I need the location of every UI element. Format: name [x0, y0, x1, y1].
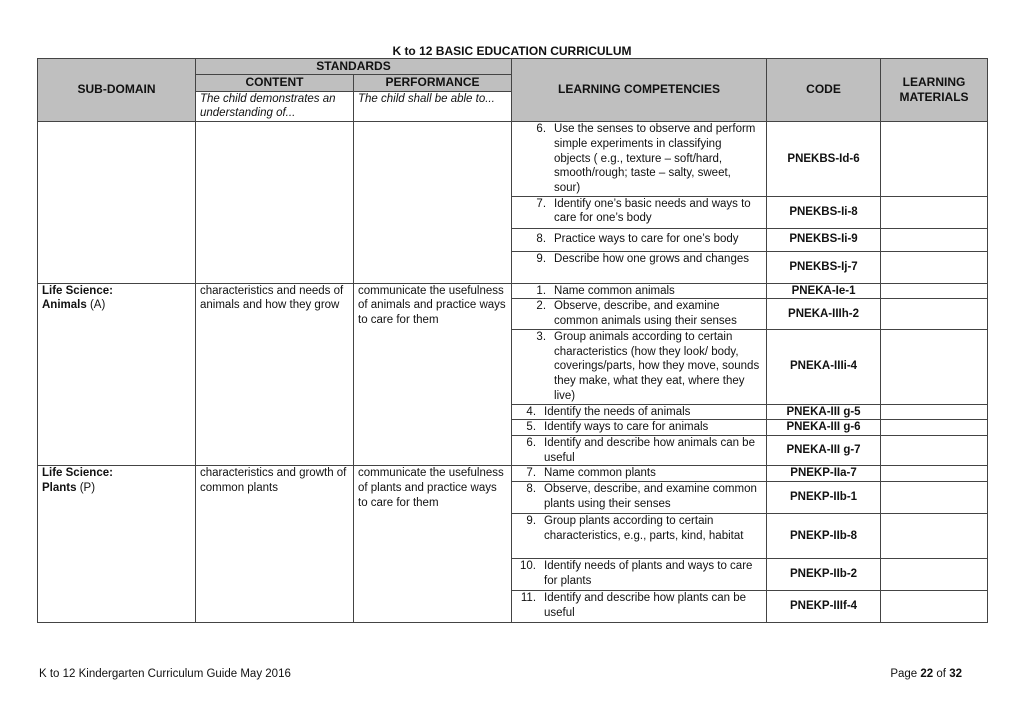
competency-item	[512, 122, 767, 197]
materials-cell	[881, 196, 988, 228]
materials-cell	[881, 251, 988, 283]
competency-item	[512, 466, 767, 482]
competency-number: 3.	[536, 330, 547, 343]
sub-domain-abbr: (P)	[79, 482, 96, 495]
sub-domain-plants	[38, 466, 196, 623]
competency-text: Name common animals	[554, 284, 675, 297]
competency-number: 7.	[526, 467, 537, 480]
materials-cell	[881, 122, 988, 197]
competency-code: PNEKP-IIIf-4	[767, 591, 881, 623]
competency-text: Observe, describe, and examine common plants using their senses	[544, 483, 757, 510]
competency-item	[512, 420, 767, 436]
materials-cell	[881, 435, 988, 465]
competency-number: 9.	[526, 515, 537, 528]
sub-domain-title: Life Science:	[42, 284, 113, 297]
competency-number: 6.	[536, 123, 547, 136]
competency-code: PNEKA-III g-6	[767, 420, 881, 436]
competency-item	[512, 196, 767, 228]
materials-cell	[881, 514, 988, 559]
sub-domain-animals	[38, 283, 196, 466]
competency-text: Identify and describe how animals can be useful	[544, 436, 755, 464]
competency-number: 9.	[536, 252, 547, 265]
header-competencies: LEARNING COMPETENCIES	[512, 59, 767, 122]
competency-text: Describe how one grows and changes	[554, 252, 749, 265]
competency-item	[512, 329, 767, 404]
competency-item	[512, 482, 767, 514]
materials-cell	[881, 466, 988, 482]
competency-number: 5.	[526, 421, 537, 434]
curriculum-table	[37, 58, 988, 623]
footer-page-number	[890, 668, 962, 680]
competency-item	[512, 559, 767, 591]
footer-page-current: 22	[920, 668, 934, 680]
competency-code: PNEKP-IIa-7	[767, 466, 881, 482]
content-plants: characteristics and growth of common plants	[196, 466, 354, 623]
sub-domain-abbr: (A)	[89, 299, 106, 312]
competency-text: Observe, describe, and examine common animals using their senses	[554, 300, 737, 328]
content-hint: The child demonstrates an understanding of...	[196, 91, 354, 121]
footer-page-total: 32	[949, 668, 962, 680]
materials-cell	[881, 482, 988, 514]
header-materials: LEARNING MATERIALS	[881, 59, 988, 122]
competency-number: 1.	[536, 284, 547, 297]
performance-plants: communicate the usefulness of plants and practice ways to care for them	[354, 466, 512, 623]
competency-item	[512, 283, 767, 299]
competency-number: 6.	[526, 436, 537, 449]
competency-number: 2.	[536, 300, 547, 313]
competency-text: Identify ways to care for animals	[544, 421, 709, 434]
competency-text: Group animals according to certain characteristics (how they look/ body, coverings/parts, how they move, sounds they make, what they eat, where they live)	[554, 330, 760, 402]
header-performance: PERFORMANCE	[354, 75, 512, 91]
materials-cell	[881, 299, 988, 329]
materials-cell	[881, 228, 988, 251]
competency-number: 11.	[520, 592, 537, 605]
competency-text: Name common plants	[544, 467, 656, 480]
competency-item	[512, 299, 767, 329]
competency-text: Group plants according to certain characteristics, e.g., parts, kind, habitat	[544, 515, 744, 542]
header-sub-domain: SUB-DOMAIN	[38, 59, 196, 122]
competency-code: PNEKBS-Id-6	[767, 122, 881, 197]
competency-number: 4.	[526, 405, 537, 418]
footer-of-word: of	[936, 668, 946, 680]
competency-text: Identify one’s basic needs and ways to care for one’s body	[554, 197, 751, 225]
competency-text: Identify needs of plants and ways to care for plants	[544, 560, 753, 587]
competency-code: PNEKA-III g-7	[767, 435, 881, 465]
document-title: K to 12 BASIC EDUCATION CURRICULUM	[392, 44, 632, 58]
competency-item	[512, 251, 767, 283]
competency-code: PNEKP-IIb-2	[767, 559, 881, 591]
competency-code: PNEKP-IIb-8	[767, 514, 881, 559]
content-animals: characteristics and needs of animals and how they grow	[196, 283, 354, 466]
competency-item	[512, 435, 767, 465]
header-code: CODE	[767, 59, 881, 122]
performance-cell-empty	[354, 122, 512, 284]
competency-code: PNEKA-IIIh-2	[767, 299, 881, 329]
sub-domain-name: Animals	[42, 299, 87, 312]
competency-item	[512, 404, 767, 420]
competency-code: PNEKA-III g-5	[767, 404, 881, 420]
materials-cell	[881, 329, 988, 404]
competency-item	[512, 514, 767, 559]
sub-domain-cell-empty	[38, 122, 196, 284]
competency-code: PNEKBS-Ii-9	[767, 228, 881, 251]
competency-item	[512, 228, 767, 251]
performance-animals: communicate the usefulness of animals and practice ways to care for them	[354, 283, 512, 466]
competency-text: Identify the needs of animals	[544, 405, 691, 418]
materials-cell	[881, 283, 988, 299]
materials-cell	[881, 404, 988, 420]
sub-domain-name: Plants	[42, 482, 77, 495]
competency-number: 8.	[536, 233, 547, 246]
competency-code: PNEKA-IIIi-4	[767, 329, 881, 404]
competency-code: PNEKBS-Ii-8	[767, 196, 881, 228]
materials-cell	[881, 591, 988, 623]
materials-cell	[881, 559, 988, 591]
competency-item	[512, 591, 767, 623]
competency-text: Practice ways to care for one’s body	[554, 233, 739, 246]
content-cell-empty	[196, 122, 354, 284]
competency-text: Use the senses to observe and perform simple experiments in classifying objects ( e.g., texture – soft/hard, smooth/rough; taste – salty, sweet, sour)	[554, 123, 756, 195]
competency-code: PNEKA-Ie-1	[767, 283, 881, 299]
competency-number: 10.	[520, 560, 537, 573]
footer-guide-title: K to 12 Kindergarten Curriculum Guide May 2016	[39, 668, 291, 680]
competency-code: PNEKBS-Ij-7	[767, 251, 881, 283]
header-standards: STANDARDS	[196, 59, 512, 75]
competency-number: 7.	[536, 197, 547, 210]
performance-hint: The child shall be able to...	[354, 91, 512, 121]
competency-code: PNEKP-IIb-1	[767, 482, 881, 514]
competency-number: 8.	[526, 483, 537, 496]
materials-cell	[881, 420, 988, 436]
competency-text: Identify and describe how plants can be useful	[544, 592, 747, 619]
header-content: CONTENT	[196, 75, 354, 91]
sub-domain-title: Life Science:	[42, 467, 113, 480]
footer-page-word: Page	[890, 668, 918, 680]
